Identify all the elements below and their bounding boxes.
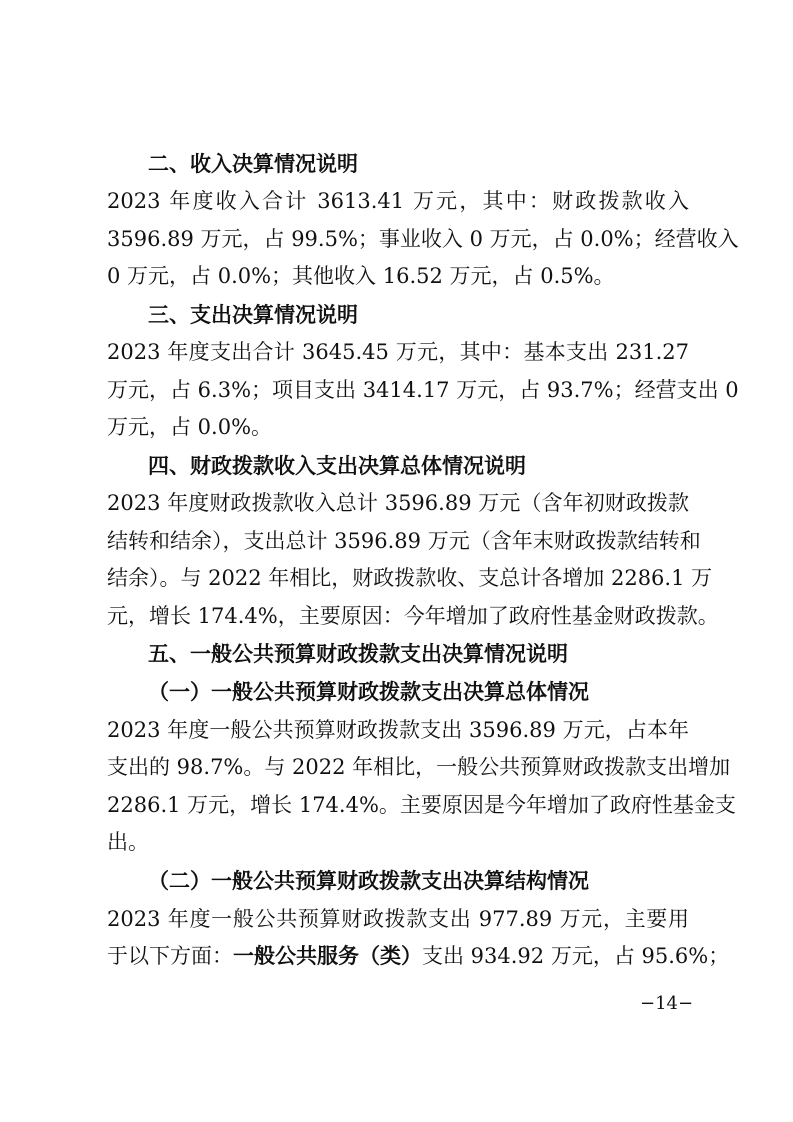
section-heading-general: 五、一般公共预算财政拨款支出决算情况说明 [148,642,568,666]
section-heading-fiscal: 四、财政拨款收入支出决算总体情况说明 [148,454,526,478]
paragraph-line: 2023 年度收入合计 3613.41 万元，其中：财政拨款收入 [107,189,689,213]
paragraph-line: 万元，占 6.3%；项目支出 3414.17 万元，占 93.7%；经营支出 0 [107,378,739,402]
paragraph-line: 支出的 98.7%。与 2022 年相比，一般公共预算财政拨款支出增加 [107,755,731,779]
paragraph-line: 2023 年度一般公共预算财政拨款支出 3596.89 万元，占本年 [107,718,689,742]
page-number: −14− [640,993,694,1014]
paragraph-text: 支出 934.92 万元，占 95.6%； [422,944,730,968]
paragraph-line: 结转和结余），支出总计 3596.89 万元（含年末财政拨款结转和 [107,529,701,553]
paragraph-line: 0 万元，占 0.0%；其他收入 16.52 万元，占 0.5%。 [107,264,615,288]
paragraph-line: 元，增长 174.4%，主要原因：今年增加了政府性基金财政拨款。 [107,604,719,628]
paragraph-line: 3596.89 万元，占 99.5%；事业收入 0 万元，占 0.0%；经营收入 [107,227,739,251]
paragraph-line: 万元，占 0.0%。 [107,415,273,439]
section-heading-income: 二、收入决算情况说明 [148,152,358,176]
paragraph-text: 于以下方面： [107,944,233,968]
paragraph-line: 2023 年度支出合计 3645.45 万元，其中：基本支出 231.27 [107,340,689,364]
paragraph-line: 2286.1 万元，增长 174.4%。主要原因是今年增加了政府性基金支 [107,793,736,817]
paragraph-line: 2023 年度财政拨款收入总计 3596.89 万元（含年初财政拨款 [107,491,689,515]
emphasis-text: 一般公共服务（类） [233,944,422,968]
paragraph-line: 出。 [107,830,149,854]
section-heading-expense: 三、支出决算情况说明 [148,303,358,327]
subsection-heading-overall: （一）一般公共预算财政拨款支出决算总体情况 [148,680,589,704]
subsection-heading-structure: （二）一般公共预算财政拨款支出决算结构情况 [148,869,589,893]
paragraph-line: 2023 年度一般公共预算财政拨款支出 977.89 万元，主要用 [107,907,689,931]
paragraph-line: 结余）。与 2022 年相比，财政拨款收、支总计各增加 2286.1 万 [107,566,713,590]
paragraph-line-mixed [107,943,730,969]
